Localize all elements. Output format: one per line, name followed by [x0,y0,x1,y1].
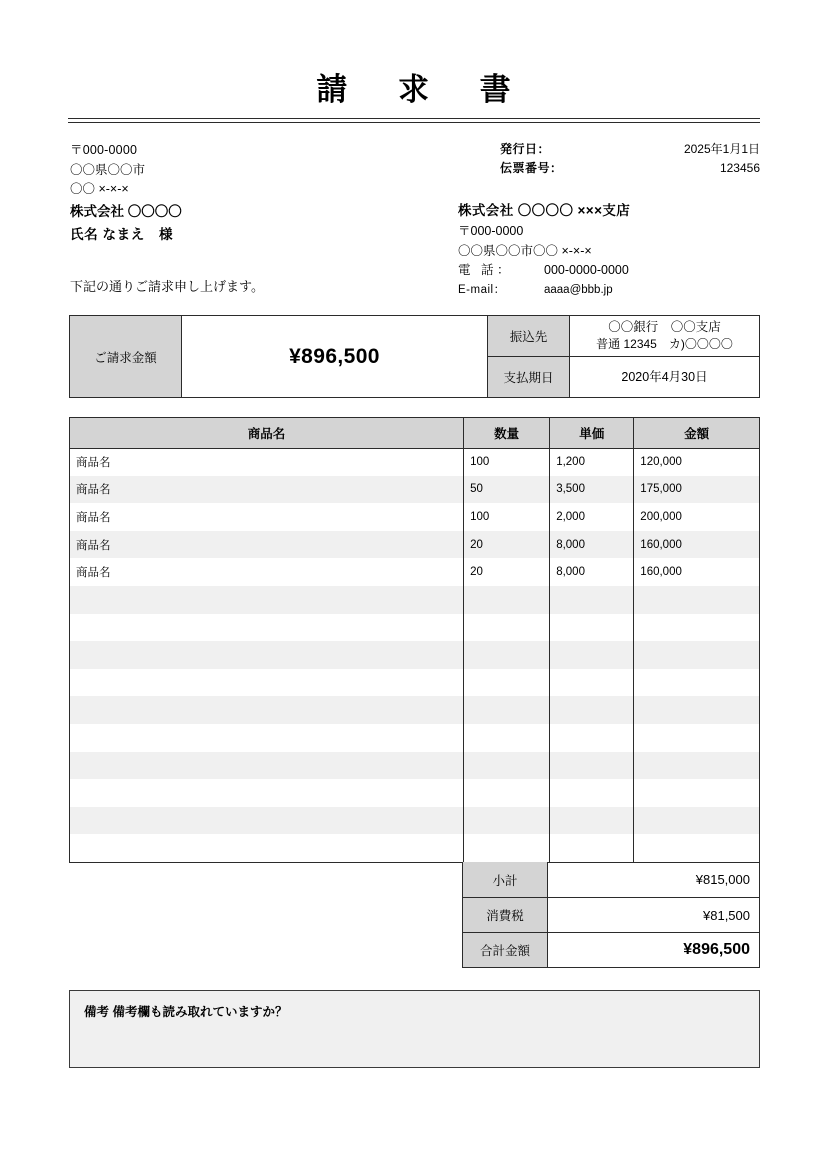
cell-amount [634,807,759,835]
bill-to-person: 氏名 なまえ 様 [70,226,174,242]
cell-unit-price [550,779,634,807]
sender-block [458,200,760,300]
table-row [70,807,759,835]
sender-email-value: aaaa@bbb.jp [544,283,613,296]
cell-item-name [70,779,464,807]
cell-unit-price: 8,000 [550,558,634,586]
table-row [70,558,759,586]
cell-unit-price [550,696,634,724]
cell-item-name [70,669,464,697]
bank-label: 振込先 [488,316,570,356]
remarks-text: 備考 備考欄も読み取れていますか？ [84,1005,288,1019]
table-row [70,724,759,752]
cell-quantity: 50 [464,476,550,504]
billed-amount-value: ¥896,500 [289,344,380,368]
subtotal-row [463,862,759,897]
cell-item-name [70,614,464,642]
cell-amount: 175,000 [634,476,759,504]
cell-amount [634,669,759,697]
bill-to-company: 株式会社 〇〇〇〇 [70,203,182,219]
due-date-row [488,357,759,397]
sender-postal-code: 〒000-0000 [458,224,524,238]
cell-item-name [70,807,464,835]
remarks-box [69,990,760,1068]
cell-item-name [70,834,464,862]
cell-quantity [464,807,550,835]
cell-quantity [464,641,550,669]
cell-amount [634,779,759,807]
cell-quantity: 100 [464,503,550,531]
table-row [70,476,759,504]
cell-unit-price [550,752,634,780]
bill-to-address-line1: 〇〇県〇〇市 [70,162,146,177]
cell-unit-price [550,807,634,835]
cell-amount [634,834,759,862]
cell-unit-price: 2,000 [550,503,634,531]
cell-quantity [464,696,550,724]
grand-total-row [463,932,759,967]
bank-value [570,316,759,356]
table-row [70,834,759,862]
cell-unit-price [550,834,634,862]
bank-line-2: 普通 12345 カ)〇〇〇〇 [596,337,733,351]
sender-email-label: E-mail： [458,283,506,296]
cell-quantity [464,669,550,697]
items-table-header-row [70,418,759,448]
cell-item-name [70,696,464,724]
table-row [70,669,759,697]
sender-tel-row [458,261,760,281]
issue-date-label: 発行日： [500,142,551,156]
cell-unit-price: 3,500 [550,476,634,504]
slip-number-value: 123456 [719,161,760,175]
sender-address: 〇〇県〇〇市〇〇 ×-×-× [458,243,592,258]
bank-line-1: 〇〇銀行 〇〇支店 [608,320,721,334]
tax-value: ¥81,500 [703,907,750,923]
cell-quantity: 20 [464,531,550,559]
invoice-meta [500,140,760,178]
cell-quantity [464,752,550,780]
summary-box [69,315,760,398]
cell-quantity [464,586,550,614]
table-row [70,696,759,724]
cell-amount: 160,000 [634,531,759,559]
due-date-value: 2020年4月30日 [621,369,708,384]
cell-amount: 160,000 [640,566,682,579]
table-row [70,531,759,559]
due-date-label: 支払期日 [488,357,570,397]
cell-item-name: 商品名 [70,448,464,476]
sender-company: 株式会社 〇〇〇〇 ×××支店 [458,203,631,218]
cell-item-name: 商品名 [70,558,464,586]
items-table [69,417,760,863]
cell-item-name [70,641,464,669]
totals-box [462,862,760,968]
tax-row [463,897,759,932]
issue-date-row [500,140,760,159]
cell-unit-price [550,669,634,697]
intro-text: 下記の通りご請求申し上げます。 [70,279,264,294]
cell-item-name: 商品名 [70,531,464,559]
cell-unit-price [550,586,634,614]
grand-total-value: ¥896,500 [683,941,750,958]
cell-quantity [464,614,550,642]
slip-number-label: 伝票番号： [500,161,563,175]
title-divider [68,118,760,123]
cell-quantity [464,834,550,862]
header-amount: 金額 [634,418,759,448]
slip-number-row [500,159,760,178]
cell-amount [634,752,759,780]
cell-quantity: 100 [464,448,550,476]
bank-row [488,316,759,357]
header-unit-price: 単価 [550,418,634,448]
cell-amount [634,586,759,614]
cell-amount [634,696,759,724]
table-row [70,752,759,780]
cell-amount: 120,000 [640,456,682,469]
sender-tel-value: 000-0000-0000 [544,263,629,277]
cell-item-name [70,586,464,614]
table-row [70,503,759,531]
issue-date-value: 2025年1月1日 [683,142,760,156]
cell-quantity: 20 [464,558,550,586]
cell-item-name [70,724,464,752]
table-row [70,586,759,614]
table-row [70,448,759,476]
cell-item-name: 商品名 [70,503,464,531]
grand-total-label: 合計金額 [463,933,548,967]
billed-amount-section [70,316,488,397]
bill-to-address-line2: 〇〇 ×-×-× [70,182,129,196]
cell-amount: 200,000 [640,510,682,523]
billed-amount-label: ご請求金額 [70,316,182,397]
cell-quantity [464,779,550,807]
table-row [70,614,759,642]
tax-label: 消費税 [463,898,548,932]
payment-info-section [488,316,759,397]
bill-to-block [70,141,430,246]
cell-unit-price [550,724,634,752]
header-item-name: 商品名 [70,418,464,448]
sender-tel-label: 電 話： [458,263,513,277]
cell-unit-price: 1,200 [550,448,634,476]
cell-quantity [464,724,550,752]
subtotal-label: 小計 [463,862,548,897]
cell-unit-price [550,641,634,669]
header-quantity: 数量 [464,418,550,448]
table-row [70,641,759,669]
page-title: 請 求 書 [316,72,532,107]
table-row [70,779,759,807]
cell-amount [634,614,759,642]
bill-to-postal-code: 〒000-0000 [70,143,138,157]
sender-email-row [458,281,760,301]
cell-amount [634,641,759,669]
cell-item-name [70,752,464,780]
cell-unit-price [550,614,634,642]
items-table-body [70,448,759,862]
cell-item-name: 商品名 [70,476,464,504]
cell-unit-price: 8,000 [550,531,634,559]
subtotal-value: ¥815,000 [695,872,750,887]
cell-amount [634,724,759,752]
